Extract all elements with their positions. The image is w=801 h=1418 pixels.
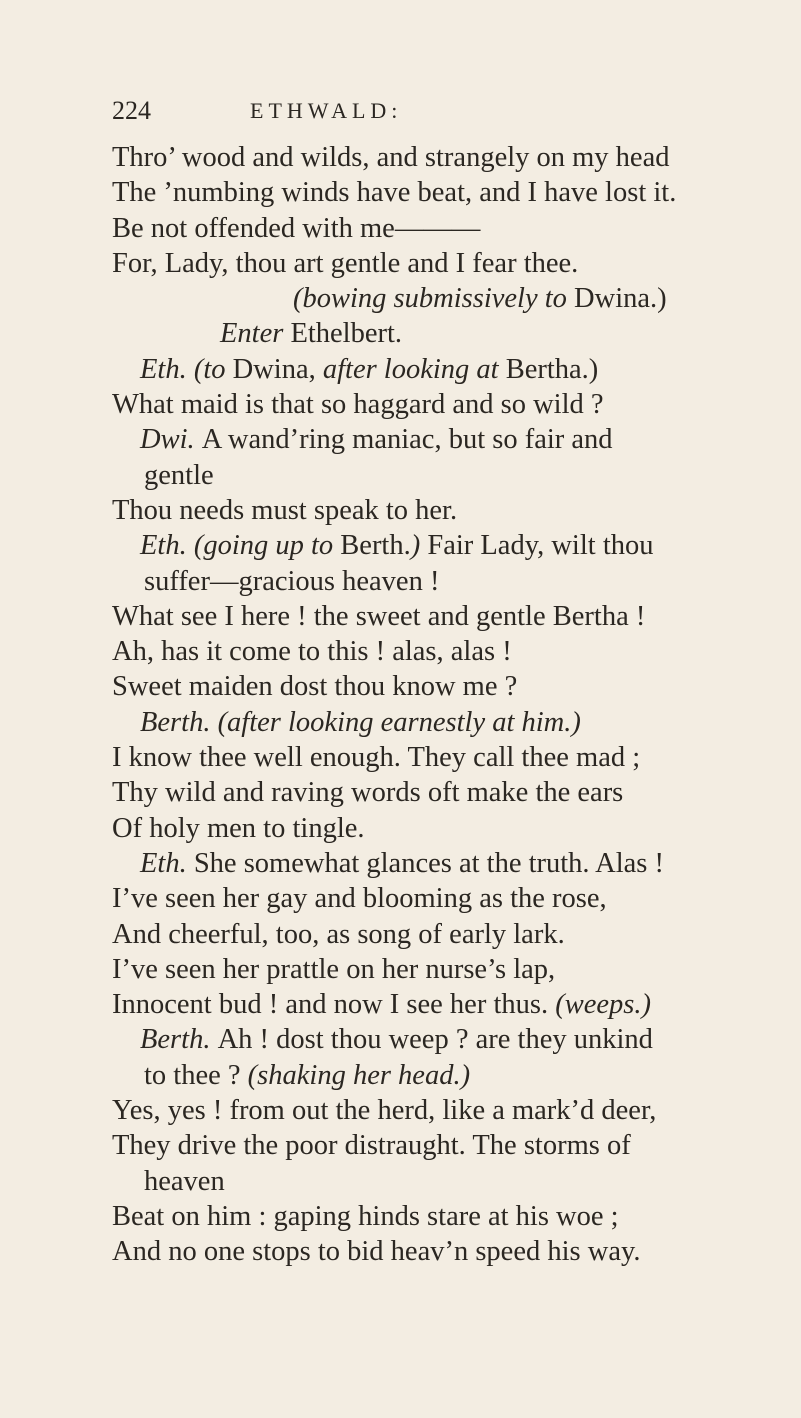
text-segment: What maid is that so haggard and so wild ?	[112, 389, 604, 421]
text-segment: Berth.	[340, 530, 411, 562]
text-segment: I know thee well enough. They call thee mad ;	[112, 742, 641, 774]
text-line	[112, 705, 751, 740]
italic-segment: Dwi.	[140, 424, 202, 456]
text-segment: What see I here ! the sweet and gentle Bertha !	[112, 600, 646, 632]
text-line	[112, 917, 751, 952]
page-header	[112, 96, 751, 140]
text-segment: A wand’ring maniac, but so fair and	[201, 424, 613, 456]
text-line	[112, 564, 751, 599]
italic-segment: )	[410, 530, 428, 562]
text-line	[112, 352, 751, 387]
text-segment: gentle	[144, 459, 214, 491]
italic-segment: Berth. (after looking earnestly at him.)	[140, 706, 581, 738]
text-segment: Fair Lady, wilt thou	[427, 530, 654, 562]
text-segment: Ah, has it come to this ! alas, alas !	[112, 636, 512, 668]
text-segment: Dwina,	[232, 353, 323, 385]
text-segment: Thro’ wood and wilds, and strangely on my head	[112, 142, 670, 173]
text-line	[112, 316, 751, 351]
text-line	[112, 1199, 751, 1234]
text-segment: Thy wild and raving words oft make the ears	[112, 777, 624, 809]
text-line	[112, 140, 751, 175]
text-segment: to thee ?	[144, 1059, 248, 1091]
text-line	[112, 634, 751, 669]
text-line	[112, 1164, 751, 1199]
verse-text	[112, 140, 751, 1270]
italic-segment: after looking at	[322, 353, 506, 385]
text-segment: Of holy men to tingle.	[112, 812, 365, 844]
text-line	[112, 246, 751, 281]
text-segment: And cheerful, too, as song of early lark.	[112, 918, 565, 950]
text-line	[112, 175, 751, 210]
text-segment: Beat on him : gaping hinds stare at his woe ;	[112, 1200, 619, 1232]
italic-segment: Eth.	[140, 847, 194, 879]
text-line	[112, 387, 751, 422]
text-segment: I’ve seen her gay and blooming as the rose,	[112, 883, 607, 915]
italic-segment: Berth.	[140, 1024, 218, 1056]
text-line	[112, 1022, 751, 1057]
text-line	[112, 422, 751, 457]
text-segment: Bertha.)	[505, 353, 599, 385]
italic-segment: (weeps.)	[555, 989, 651, 1021]
text-segment: Ethelbert.	[290, 318, 403, 350]
text-line	[112, 740, 751, 775]
italic-segment: Eth. (going up to	[140, 530, 341, 562]
text-segment: Be not offended with me———	[112, 212, 481, 244]
page-number: 224	[112, 96, 151, 125]
text-segment: Dwina.)	[574, 283, 667, 315]
text-segment: Sweet maiden dost thou know me ?	[112, 671, 518, 703]
text-segment: The ’numbing winds have beat, and I have lost it.	[112, 177, 677, 209]
running-title: ETHWALD:	[250, 98, 403, 123]
text-segment: suffer—gracious heaven !	[144, 565, 440, 597]
text-segment: heaven	[144, 1165, 225, 1197]
text-line	[112, 528, 751, 563]
italic-segment: (bowing submissively to	[293, 283, 575, 315]
text-line	[112, 952, 751, 987]
text-line	[112, 211, 751, 246]
text-segment: For, Lady, thou art gentle and I fear thee.	[112, 247, 579, 279]
text-line	[112, 493, 751, 528]
text-line	[112, 1093, 751, 1128]
text-segment: They drive the poor distraught. The storms of	[112, 1130, 631, 1162]
text-line	[112, 987, 751, 1022]
text-line	[112, 669, 751, 704]
text-line	[112, 1234, 751, 1269]
text-line	[112, 599, 751, 634]
text-line	[112, 881, 751, 916]
text-segment: I’ve seen her prattle on her nurse’s lap,	[112, 953, 556, 985]
text-line	[112, 281, 751, 316]
text-line	[112, 458, 751, 493]
text-segment: And no one stops to bid heav’n speed his way.	[112, 1236, 641, 1268]
italic-segment: Enter	[220, 318, 291, 350]
text-line	[112, 775, 751, 810]
text-line	[112, 846, 751, 881]
italic-segment: Eth. (to	[140, 353, 233, 385]
text-line	[112, 811, 751, 846]
text-segment: Yes, yes ! from out the herd, like a mark’d deer,	[112, 1095, 657, 1127]
text-segment: Ah ! dost thou weep ? are they unkind	[217, 1024, 653, 1056]
text-line	[112, 1058, 751, 1093]
text-segment: She somewhat glances at the truth. Alas !	[193, 847, 664, 879]
text-segment: Innocent bud ! and now I see her thus.	[112, 989, 556, 1021]
text-segment: Thou needs must speak to her.	[112, 494, 458, 526]
italic-segment: (shaking her head.)	[247, 1059, 471, 1091]
text-line	[112, 1128, 751, 1163]
